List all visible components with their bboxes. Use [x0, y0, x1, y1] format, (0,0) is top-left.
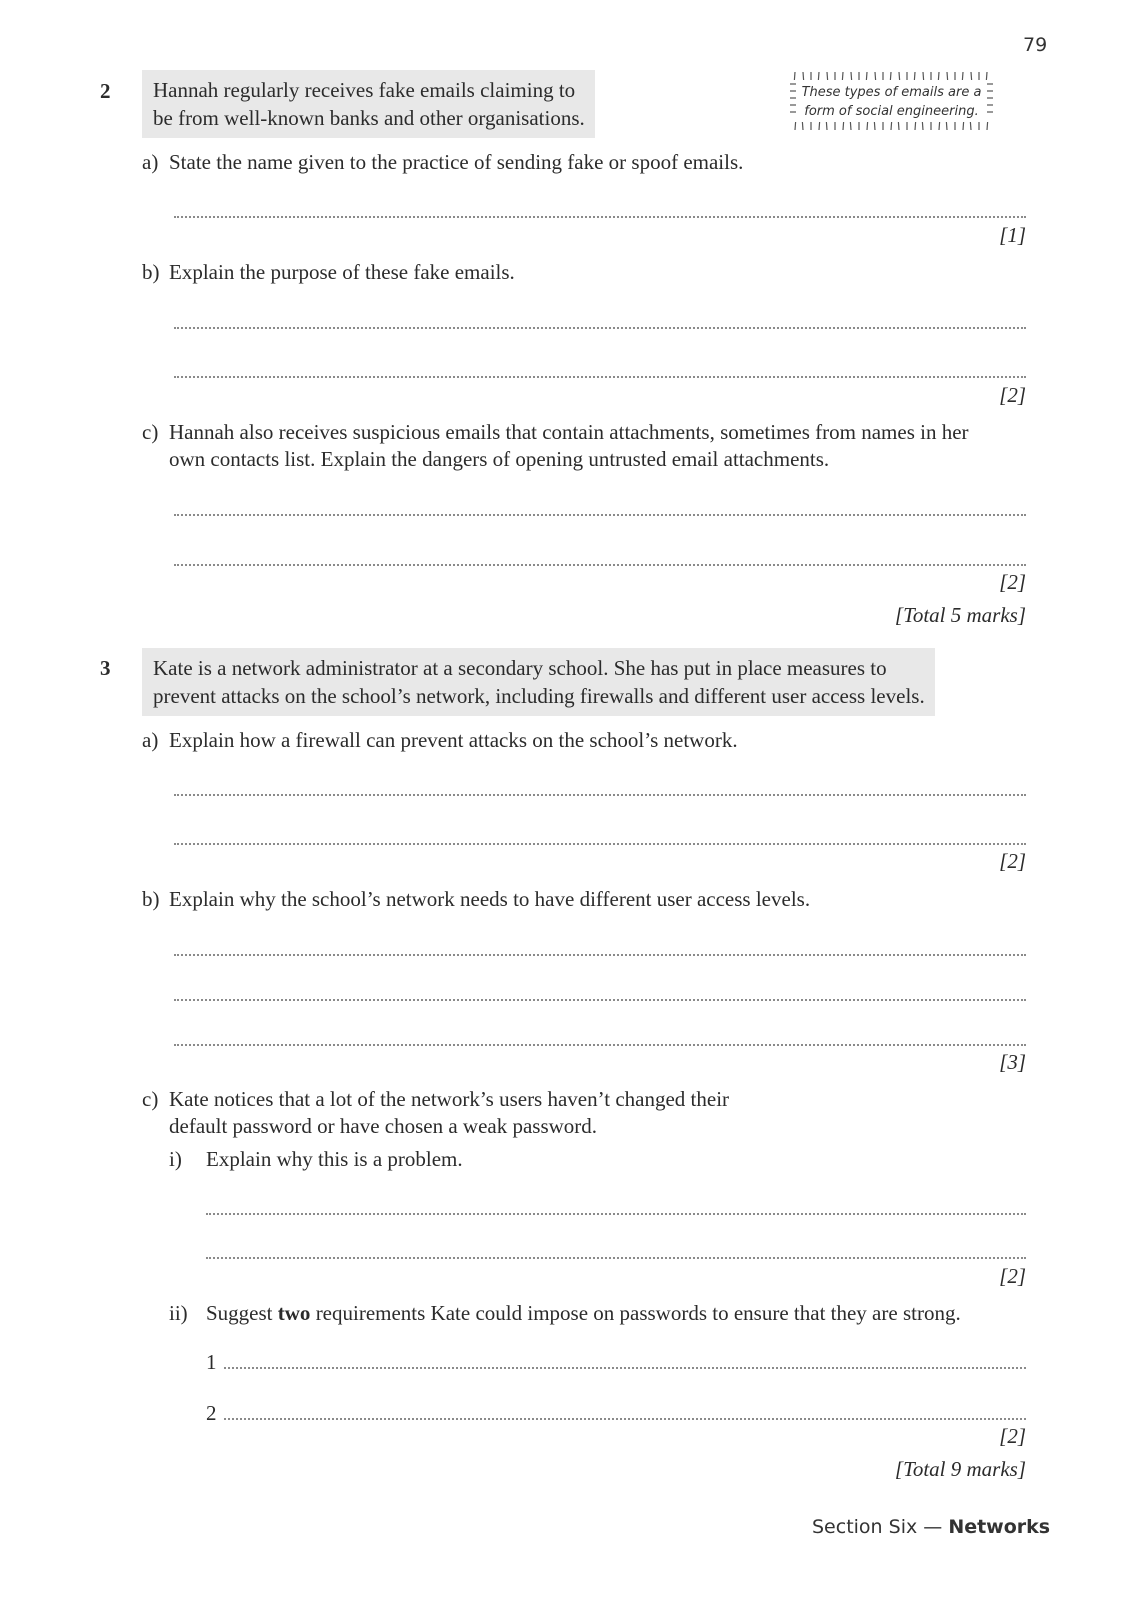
marks-label: [2]	[999, 849, 1026, 873]
hint-line: These types of emails are a	[801, 85, 982, 100]
question-number: 2	[100, 79, 111, 103]
intro-line: be from well-known banks and other organisations.	[153, 106, 585, 130]
marks-label: [2]	[999, 1264, 1026, 1288]
emphasis-two: two	[277, 1301, 311, 1325]
part-label: a)	[142, 728, 159, 752]
part-text: Explain how a firewall can prevent attacks on the school’s network.	[169, 728, 738, 752]
hint-callout	[789, 70, 994, 132]
part-text: Explain the purpose of these fake emails.	[169, 260, 515, 284]
footer-dash: —	[917, 1516, 949, 1538]
marks-label: [2]	[999, 570, 1026, 594]
part-label: b)	[142, 887, 160, 911]
answer-line[interactable]	[224, 1418, 1026, 1420]
marks-label: [1]	[999, 223, 1026, 247]
part-label: c)	[142, 1087, 159, 1111]
page-number: 79	[1023, 34, 1048, 56]
part-text: Explain why the school’s network needs to have different user access levels.	[169, 887, 811, 911]
subpart-text-post: requirements Kate could impose on passwords to ensure that they are strong.	[310, 1301, 961, 1325]
part-text: Hannah also receives suspicious emails that contain attachments, sometimes from names in her	[169, 420, 969, 444]
total-marks: [Total 5 marks]	[894, 603, 1026, 627]
subpart-text	[206, 1299, 961, 1327]
hint-line: form of social engineering.	[804, 104, 979, 119]
part-text: own contacts list. Explain the dangers of opening untrusted email attachments.	[169, 447, 830, 471]
marks-label: [2]	[999, 1424, 1026, 1448]
question-intro-box	[142, 648, 935, 716]
answer-line[interactable]	[206, 1257, 1026, 1259]
intro-line: Hannah regularly receives fake emails claiming to	[153, 78, 576, 102]
part-label: b)	[142, 260, 160, 284]
part-text: default password or have chosen a weak password.	[169, 1114, 598, 1138]
answer-line[interactable]	[174, 1044, 1026, 1046]
footer-section	[812, 1516, 1050, 1538]
answer-number: 1	[206, 1350, 217, 1374]
part-text: Kate notices that a lot of the network’s users haven’t changed their	[169, 1087, 730, 1111]
answer-line[interactable]	[174, 954, 1026, 956]
footer-section-name: Section Six	[812, 1516, 918, 1538]
answer-line[interactable]	[224, 1367, 1026, 1369]
part-label: c)	[142, 420, 159, 444]
subpart-text: Explain why this is a problem.	[206, 1147, 463, 1171]
intro-line: prevent attacks on the school’s network, including firewalls and different user access levels.	[153, 684, 925, 708]
intro-line: Kate is a network administrator at a secondary school. She has put in place measures to	[153, 656, 887, 680]
footer-topic: Networks	[948, 1516, 1051, 1538]
answer-line[interactable]	[174, 216, 1026, 218]
subpart-label: i)	[169, 1147, 182, 1171]
total-marks: [Total 9 marks]	[894, 1457, 1026, 1481]
answer-line[interactable]	[174, 564, 1026, 566]
part-label: a)	[142, 150, 159, 174]
marks-label: [2]	[999, 383, 1026, 407]
answer-line[interactable]	[174, 327, 1026, 329]
answer-line[interactable]	[174, 514, 1026, 516]
part-text: State the name given to the practice of sending fake or spoof emails.	[169, 150, 744, 174]
answer-line[interactable]	[206, 1213, 1026, 1215]
subpart-label: ii)	[169, 1301, 188, 1325]
marks-label: [3]	[999, 1050, 1026, 1074]
subpart-text-pre: Suggest	[206, 1301, 278, 1325]
question-intro-box	[142, 70, 595, 138]
answer-line[interactable]	[174, 843, 1026, 845]
answer-line[interactable]	[174, 999, 1026, 1001]
question-number: 3	[100, 656, 111, 680]
answer-number: 2	[206, 1401, 217, 1425]
answer-line[interactable]	[174, 794, 1026, 796]
answer-line[interactable]	[174, 376, 1026, 378]
